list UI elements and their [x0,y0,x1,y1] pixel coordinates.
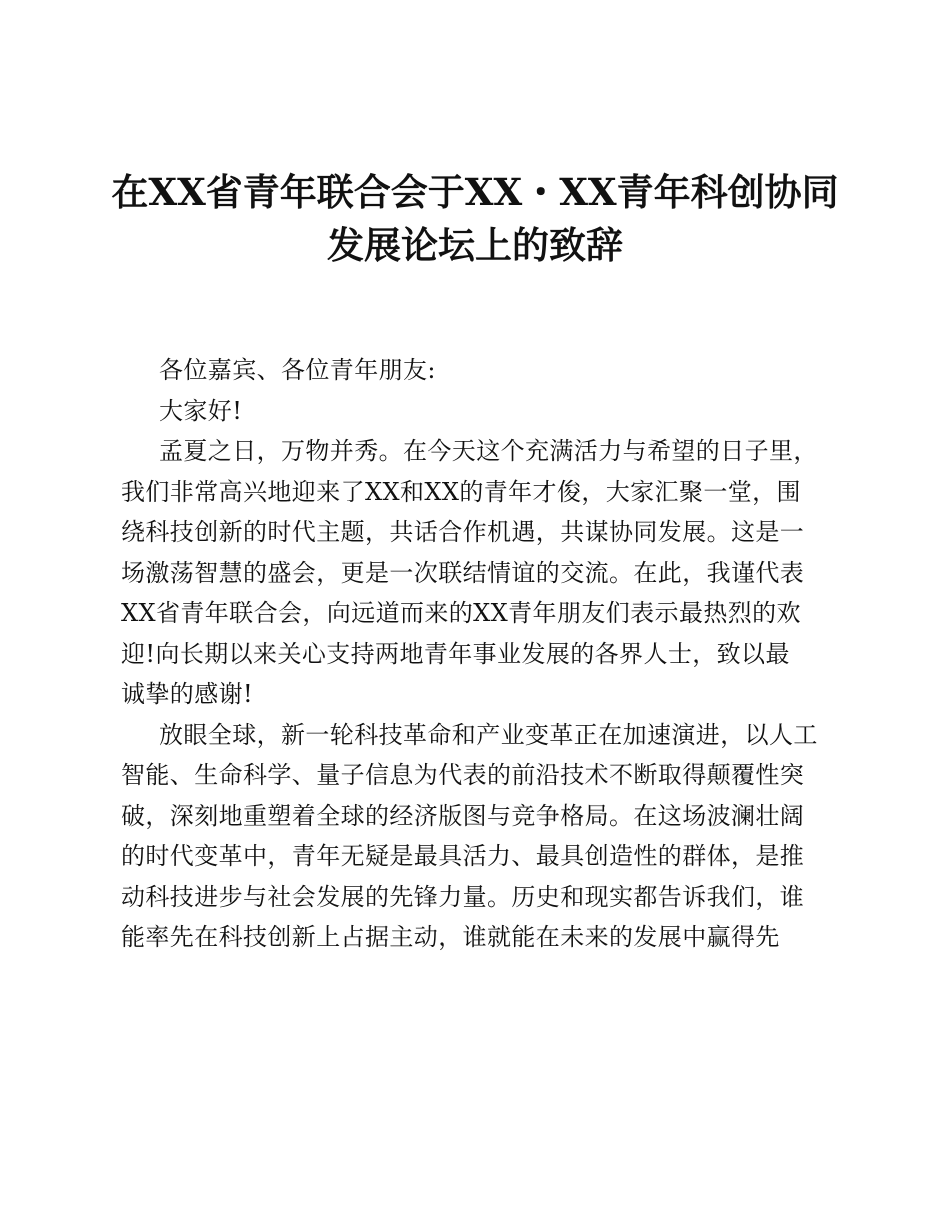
paragraph-2-line-4: 的时代变革中，青年无疑是最具活力、最具创造性的群体，是推 [121,842,805,870]
paragraph-2-line-2: 智能、生命科学、量子信息为代表的前沿技术不断取得颠覆性突 [121,761,805,789]
salutation-line: 各位嘉宾、各位青年朋友: [159,356,436,384]
title-line-1: 在XX省青年联合会于XX・XX青年科创协同 [111,170,839,214]
paragraph-1-line-6: 迎!向长期以来关心支持两地青年事业发展的各界人士，致以最 [121,639,790,668]
paragraph-1-line-1: 孟夏之日，万物并秀。在今天这个充满活力与希望的日子里， [159,437,818,465]
title-line-2: 发展论坛上的致辞 [327,223,623,267]
document-title [110,166,840,272]
paragraph-2-line-1: 放眼全球，新一轮科技革命和产业变革正在加速演进，以人工 [159,720,818,749]
paragraph-2-line-3: 破，深刻地重塑着全球的经济版图与竞争格局。在这场波澜壮阔 [121,801,805,830]
greeting-line: 大家好! [159,396,243,425]
paragraph-1-line-7: 诚挚的感谢! [121,680,254,708]
paragraph-1-line-2: 我们非常高兴地迎来了XX和XX的青年才俊，大家汇聚一堂，围 [121,477,801,506]
paragraph-1-line-3: 绕科技创新的时代主题，共话合作机遇，共谋协同发展。这是一 [121,518,805,546]
document-body [121,350,833,958]
paragraph-1-line-4: 场激荡智慧的盛会，更是一次联结情谊的交流。在此，我谨代表 [121,558,805,587]
paragraph-2-line-5: 动科技进步与社会发展的先锋力量。历史和现实都告诉我们，谁 [121,882,805,911]
paragraph-1-line-5: XX省青年联合会，向远道而来的XX青年朋友们表示最热烈的欢 [121,599,801,627]
paragraph-2-line-6: 能率先在科技创新上占据主动，谁就能在未来的发展中赢得先 [121,923,780,951]
